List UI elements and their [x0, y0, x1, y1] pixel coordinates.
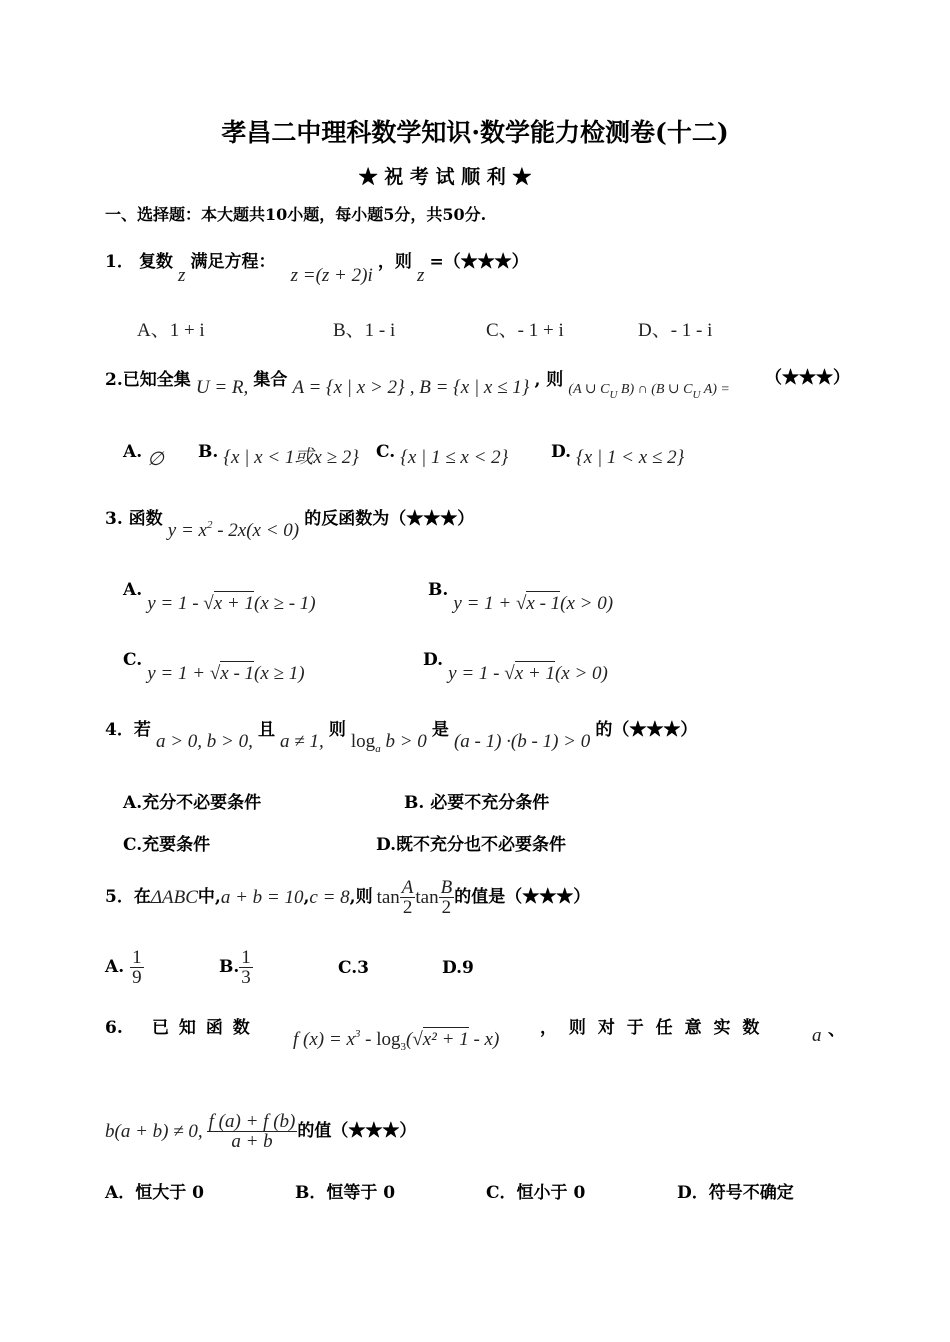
q3-text: 的反函数为（★★★） — [304, 509, 475, 529]
q4-text: 则 — [328, 720, 346, 740]
q2-option-d: D. {x | 1 < x ≤ 2} — [551, 442, 685, 468]
q1-text: ，则 — [377, 252, 412, 272]
q2-difficulty: （★★★） — [765, 368, 850, 388]
q5-fraction-b: $\frac{B}{2}$ — [440, 876, 453, 918]
q4-option-c: C.充要条件 — [123, 835, 211, 855]
section-heading: 一、选择题：本大题共10小题，每小题5分，共50分. — [105, 205, 487, 224]
q6-text: ， 则 对 于 任 意 实 数 — [540, 1018, 763, 1038]
q2-universal-set: U = R, — [195, 377, 249, 398]
q5-text: , — [303, 886, 310, 907]
page-title: 孝昌二中理科数学知识·数学能力检测卷(十二) — [221, 118, 729, 147]
q1-difficulty: =（★★★） — [429, 252, 529, 272]
q1-text: 复数 — [138, 252, 173, 272]
q5-tan: tan — [415, 886, 439, 908]
question-4 — [105, 720, 698, 755]
q1-option-c: C、- 1 + i — [486, 320, 564, 341]
q5-condition: c = 8 — [309, 886, 350, 908]
q1-option-b: B、1 - i — [333, 320, 396, 341]
q1-var-z: z — [416, 265, 425, 286]
question-1 — [105, 252, 529, 286]
q6-option-b: B．恒等于 0 — [295, 1183, 396, 1203]
q5-triangle: ΔABC — [150, 886, 198, 908]
q6-var-a: a — [812, 1025, 822, 1046]
q1-option-a: A、1 + i — [137, 320, 205, 341]
q4-condition: a ≠ 1, — [280, 731, 324, 752]
q3-number: 3. 函数 — [105, 509, 163, 529]
q6-condition-line — [105, 1104, 416, 1158]
q2-option-c: C. {x | 1 ≤ x < 2} — [376, 442, 509, 468]
q6-option-c: C．恒小于 0 — [486, 1183, 586, 1203]
q1-option-d: D、- 1 - i — [638, 320, 713, 341]
q5-tan: tan — [376, 886, 400, 908]
q2-option-b: B. {x | x < 1或x ≥ 2} — [198, 442, 359, 468]
q1-equation: z =(z + 2)i — [290, 265, 373, 286]
q6-condition: b(a + b) ≠ 0, — [105, 1120, 203, 1142]
q5-text: ,则 — [349, 886, 373, 907]
q4-difficulty: 的（★★★） — [595, 720, 698, 740]
q6-number: 6. — [105, 1018, 123, 1038]
q2-expression: (A ∪ $C_U$ B) ∩ (B ∪ $C_U$ A) = — [568, 382, 730, 401]
q3-option-d: D. y = 1 - √x + 1(x > 0) — [423, 650, 608, 684]
q2-option-a: A. ∅ — [123, 442, 164, 470]
q4-log: $\log_a b > 0$ — [350, 731, 427, 755]
q2-set-b: , B = {x | x ≤ 1} — [409, 377, 530, 398]
page-subtitle: ★ 祝 考 试 顺 利 ★ — [358, 166, 532, 188]
q2-text: , 则 — [534, 370, 564, 390]
q1-text: 满足方程： — [190, 252, 276, 272]
q2-number: 2.已知全集 — [105, 370, 191, 390]
q5-option-b: B. $\frac{1}{3}$ — [219, 946, 251, 988]
q5-option-d: D.9 — [442, 958, 474, 978]
q4-text: 是 — [431, 720, 449, 740]
q4-condition: (a - 1) ·(b - 1) > 0 — [453, 731, 591, 752]
q6-option-a: A．恒大于 0 — [105, 1183, 204, 1203]
q2-set-a: A = {x | x > 2} — [292, 377, 405, 398]
q6-function: f $(x) = x^3 - \log_3(√x^2 + 1 - x)$ — [293, 1028, 500, 1053]
q6-fraction: $\frac{f (a) + f (b)}{a + b}$ — [208, 1110, 296, 1152]
q6-text: 已 知 函 数 — [152, 1018, 252, 1038]
q5-number: 5．在 — [105, 886, 151, 907]
q3-option-a: A. y = 1 - √x + 1(x ≥ - 1) — [123, 580, 316, 614]
q5-condition: a + b = 10 — [220, 886, 304, 908]
q4-text: 且 — [257, 720, 275, 740]
q4-option-b: B. 必要不充分条件 — [404, 793, 550, 813]
q3-function: $y = x^2 - 2x(x < 0)$ — [167, 519, 300, 541]
q5-option-a: A. $\frac{1}{9}$ — [105, 946, 142, 988]
q2-text: 集合 — [253, 370, 288, 390]
q4-number: 4．若 — [105, 720, 151, 740]
q4-option-a: A.充分不必要条件 — [123, 793, 262, 813]
q1-number: 1． — [105, 252, 134, 272]
question-3 — [105, 509, 475, 541]
question-5 — [105, 870, 590, 924]
question-2 — [105, 370, 730, 401]
q6-difficulty: 的值（★★★） — [297, 1120, 417, 1141]
q5-option-c: C.3 — [338, 958, 369, 978]
q3-option-c: C. y = 1 + √x - 1(x ≥ 1) — [123, 650, 305, 684]
q5-difficulty: 的值是（★★★） — [454, 886, 591, 907]
q5-fraction-a: $\frac{A}{2}$ — [401, 876, 414, 918]
q3-option-b: B. y = 1 + √x - 1(x > 0) — [428, 580, 614, 614]
q4-condition: a > 0, b > 0, — [155, 731, 253, 752]
q6-text: 、 — [828, 1020, 845, 1040]
q4-option-d: D.既不充分也不必要条件 — [376, 835, 567, 855]
q5-text: 中, — [197, 886, 221, 907]
q6-option-d: D．符号不确定 — [677, 1183, 794, 1203]
q1-var-z: z — [178, 265, 186, 286]
